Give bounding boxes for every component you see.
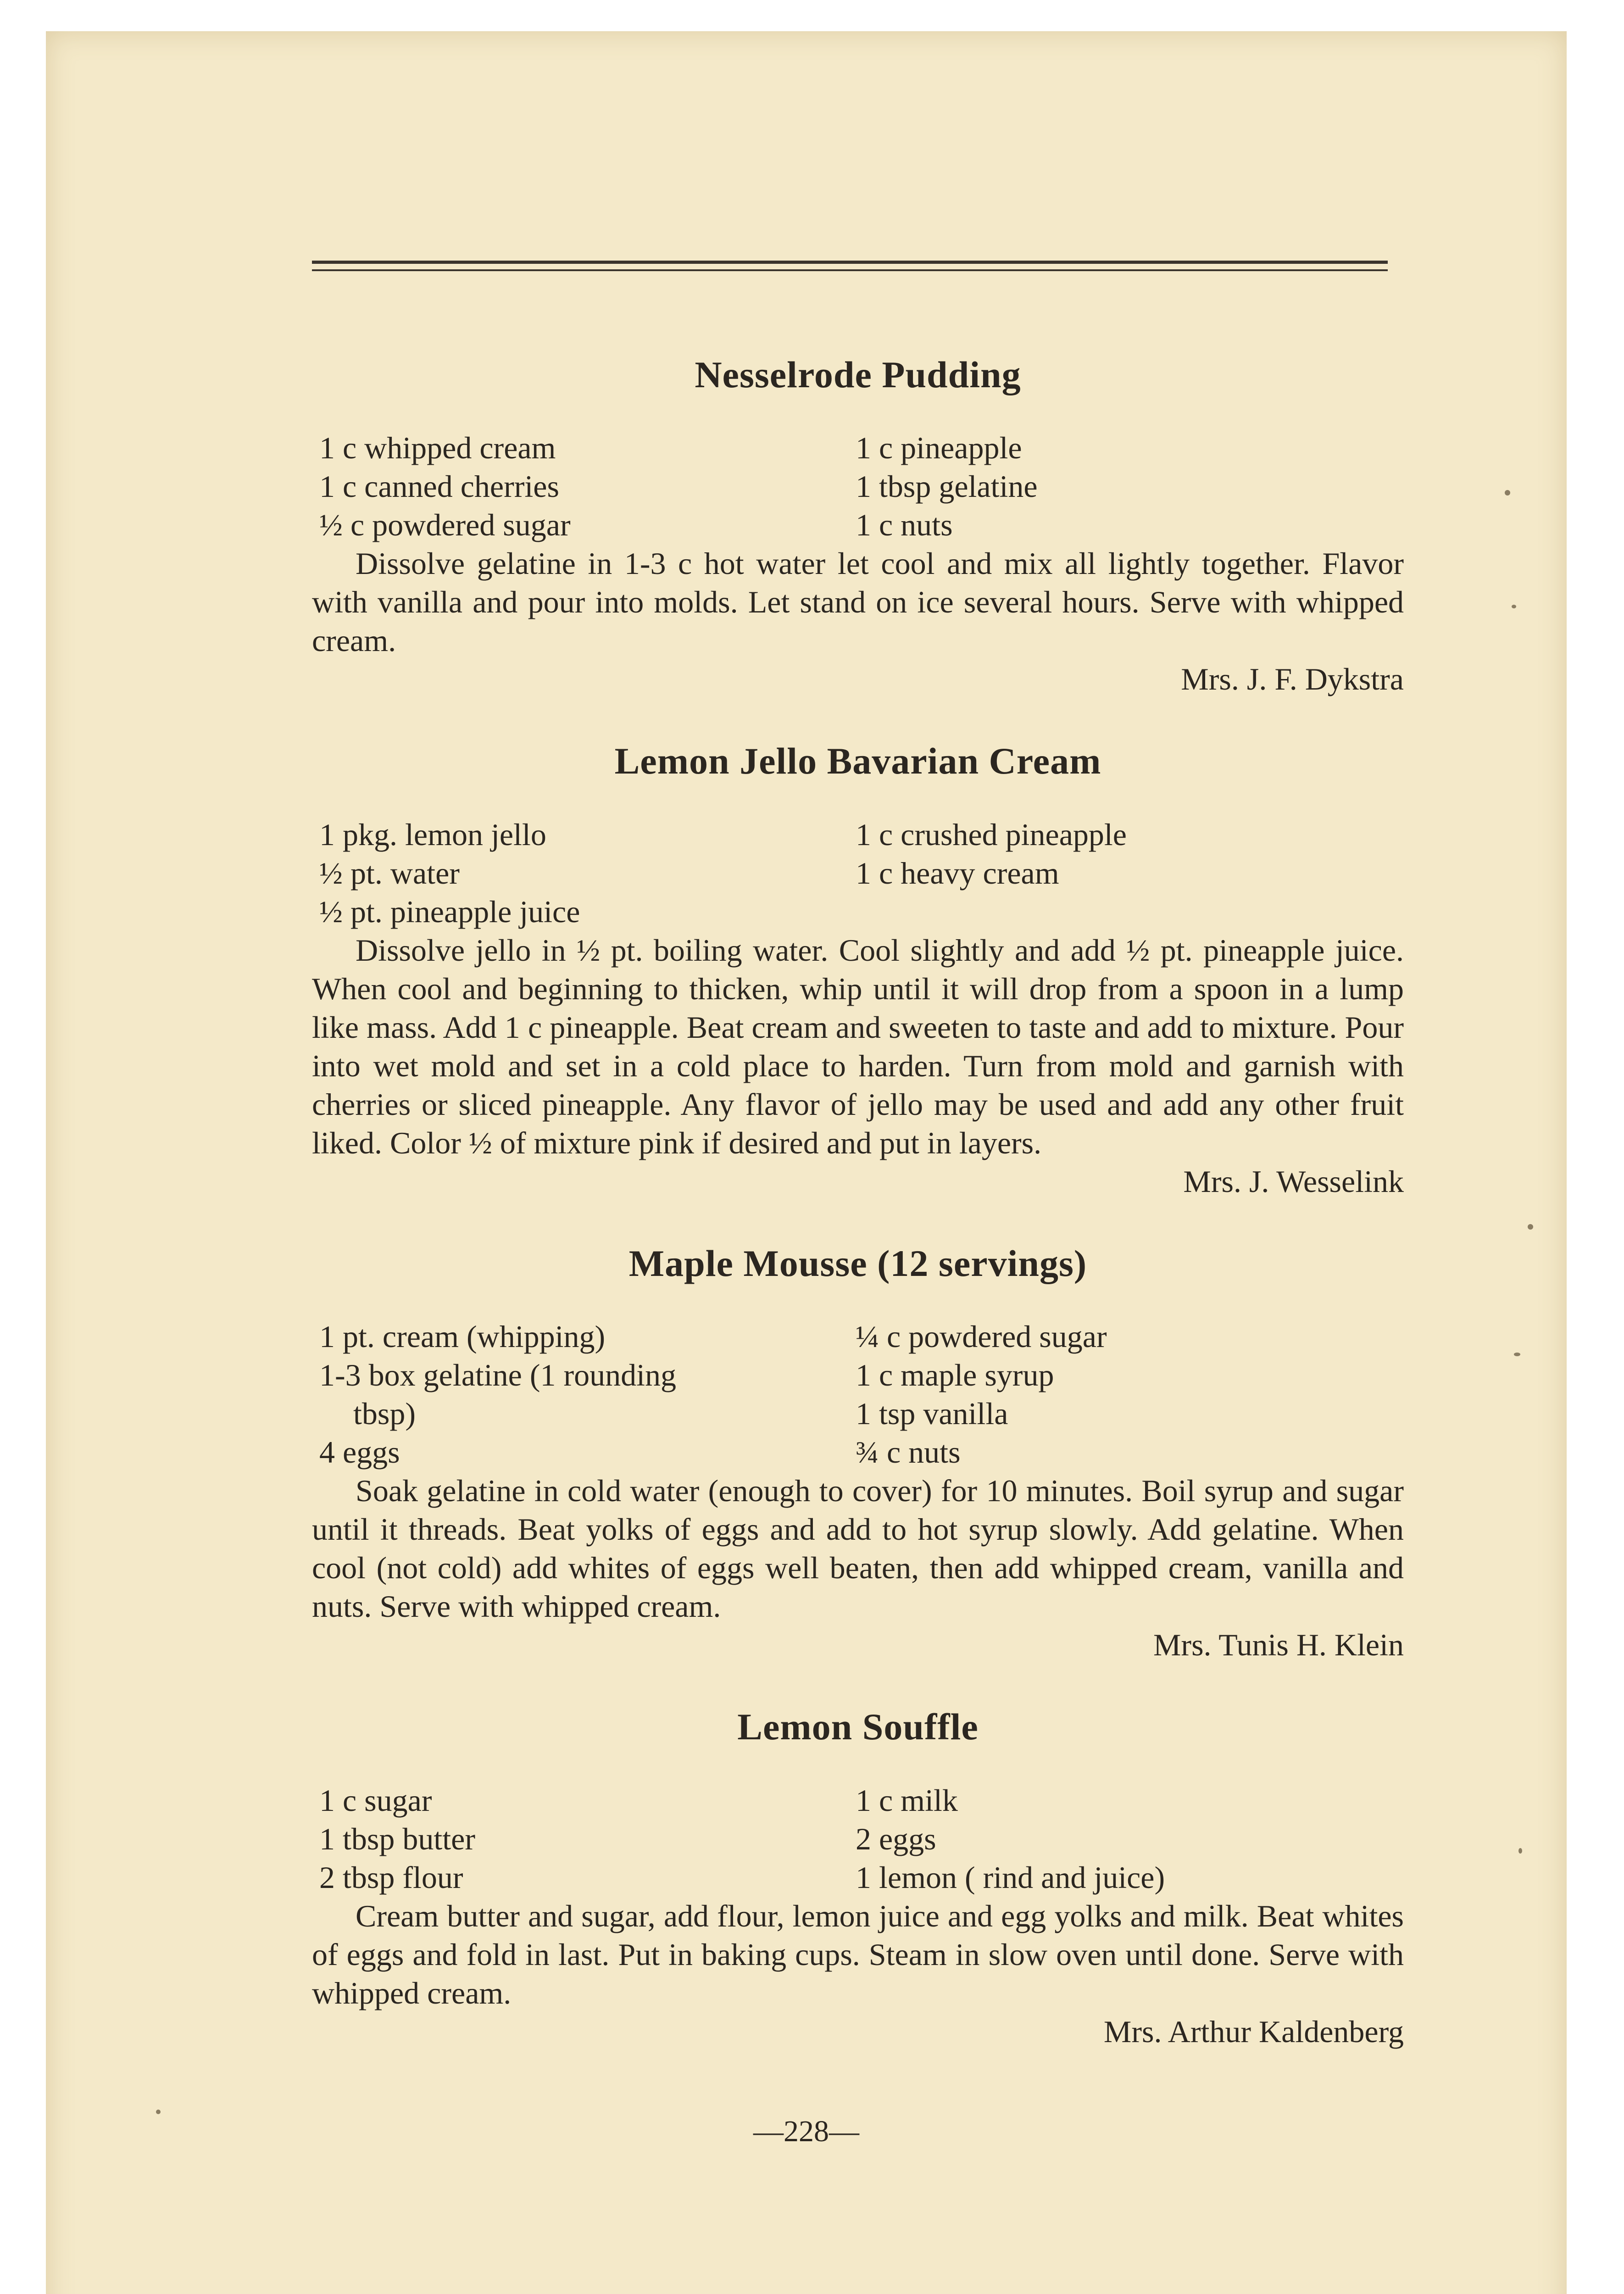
recipe-author: Mrs. J. F. Dykstra xyxy=(1181,662,1404,697)
recipe-title: Maple Mousse (12 servings) xyxy=(628,1242,1087,1284)
ingredient: 1 c pineapple xyxy=(856,430,1022,466)
ingredient: ¼ c powdered sugar xyxy=(856,1319,1107,1354)
ingredient: 1 pkg. lemon jello xyxy=(319,817,546,852)
recipe-title: Lemon Souffle xyxy=(737,1706,979,1748)
ingredient: 2 tbsp flour xyxy=(319,1860,463,1895)
page-number: —228— xyxy=(753,2115,859,2148)
paper-speck xyxy=(1512,605,1516,608)
ingredient: ½ pt. water xyxy=(319,855,460,891)
recipe-directions: Soak gelatine in cold water (enough to cover) for 10 minutes. Boil syrup and sugar until it threads. Beat yolks of eggs and add to hot syrup slowly. Add gelatine. When cool (not cold) add whites of eggs well beaten, then add whipped cream, vanilla and nuts. Serve with whipped cream. xyxy=(312,1473,1404,1624)
ingredient: 1 tsp vanilla xyxy=(856,1396,1008,1431)
ingredient: 1 c crushed pineapple xyxy=(856,817,1127,852)
ingredient: ¾ c nuts xyxy=(856,1435,961,1470)
recipe-directions: Cream butter and sugar, add flour, lemon juice and egg yolks and milk. Beat whites of eggs and fold in last. Put in baking cups. Steam in slow oven until done. Serve with whipped cream. xyxy=(312,1898,1404,2010)
ingredient: 1 c canned cherries xyxy=(319,469,559,504)
ingredient: 1 c heavy cream xyxy=(856,855,1059,891)
ingredient: 1 lemon ( rind and juice) xyxy=(856,1860,1165,1895)
ingredient-list xyxy=(312,429,1404,544)
page-paper xyxy=(46,31,1567,2294)
recipe-directions xyxy=(312,931,1404,1162)
ingredient: 4 eggs xyxy=(319,1435,400,1470)
ingredient: 1-3 box gelatine (1 rounding xyxy=(319,1358,677,1393)
ingredient: ½ pt. pineapple juice xyxy=(319,894,580,929)
recipe-nesselrode-pudding xyxy=(312,352,1404,698)
ingredient: 1 c maple syrup xyxy=(856,1358,1054,1393)
ingredient: 1 c nuts xyxy=(856,507,953,543)
ingredient-list xyxy=(312,1781,1404,1897)
recipe-title: Nesselrode Pudding xyxy=(695,354,1021,395)
paper-speck xyxy=(156,2110,161,2114)
ingredient: 1 c milk xyxy=(856,1782,958,1818)
recipe-author: Mrs. Arthur Kaldenberg xyxy=(1103,2014,1404,2049)
recipe-directions: Dissolve gelatine in 1-3 c hot water let cool and mix all lightly together. Flavor with vanilla and pour into molds. Let stand on ice several hours. Serve with whipped cream. xyxy=(312,546,1404,658)
rule-thin xyxy=(312,269,1388,271)
ingredient-continuation: tbsp) xyxy=(353,1396,416,1431)
ingredient: 1 pt. cream (whipping) xyxy=(319,1319,606,1354)
ingredient: 1 tbsp gelatine xyxy=(856,469,1038,504)
recipe-lemon-souffle xyxy=(312,1704,1404,2050)
recipe-author: Mrs. Tunis H. Klein xyxy=(1153,1627,1404,1663)
recipe-lemon-jello-bavarian-cream xyxy=(312,739,1404,1200)
recipe-directions-text: Dissolve jello in ½ pt. boiling water. Cool slightly and add ½ pt. pineapple juice. When cool and beginning to thicken, whip until it will drop from a spoon in a lump like mass. Add 1 c pineapple. Beat cream and sweeten to taste and add to mixture. Pour into wet mold and set in a cold place to harden. Turn from mold and garnish with cherries or sliced pineapple. Any flavor of jello may be used and add any other fruit liked. Color ½ of mixture pink if desired and put in layers. xyxy=(312,932,1404,1160)
paper-speck xyxy=(1528,1224,1533,1230)
ingredient-list xyxy=(312,815,1404,931)
ingredient-list xyxy=(312,1317,1404,1471)
recipe-maple-mousse xyxy=(312,1241,1404,1664)
ingredient: ½ c powdered sugar xyxy=(319,507,571,543)
ingredient: 2 eggs xyxy=(856,1821,936,1856)
paper-speck xyxy=(1514,1353,1520,1356)
rule-thick xyxy=(312,261,1388,264)
recipe-author: Mrs. J. Wesselink xyxy=(1183,1164,1404,1199)
ingredient: 1 c sugar xyxy=(319,1782,432,1818)
paper-speck xyxy=(1518,1848,1522,1854)
ingredient: 1 tbsp butter xyxy=(319,1821,475,1856)
recipe-title: Lemon Jello Bavarian Cream xyxy=(614,740,1101,782)
header-double-rule xyxy=(312,261,1388,271)
recipe-content xyxy=(312,352,1404,2091)
paper-speck xyxy=(1505,490,1510,496)
ingredient: 1 c whipped cream xyxy=(319,430,556,466)
